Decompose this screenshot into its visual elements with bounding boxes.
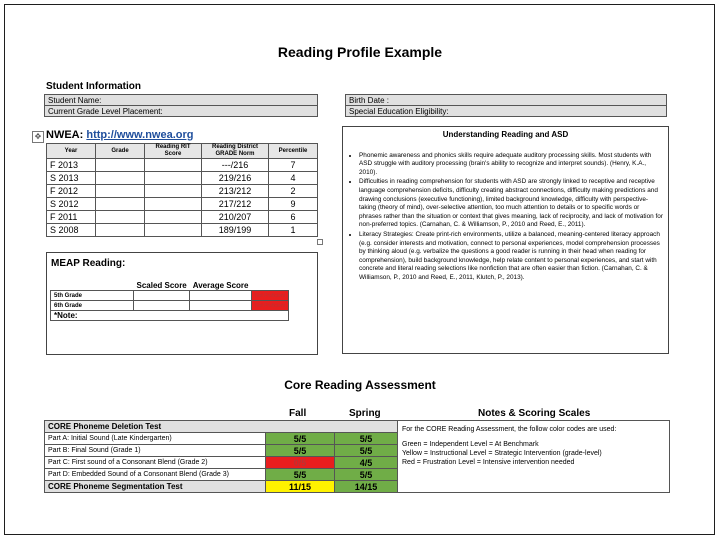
meap-header-average: Average Score (192, 281, 249, 290)
notes-yellow: Yellow = Instructional Level = Strategic Intervention (grade-level) (402, 450, 602, 457)
student-info-heading: Student Information (46, 81, 141, 92)
table-row (47, 185, 318, 198)
nwea-rit (145, 172, 202, 185)
nwea-grade (96, 211, 145, 224)
asd-info-box (342, 126, 669, 354)
nwea-rit (145, 185, 202, 198)
table-row (51, 311, 289, 321)
notes-green: Green = Independent Level = At Benchmark (402, 441, 539, 448)
table-row (51, 301, 289, 311)
core-col-notes: Notes & Scoring Scales (478, 408, 591, 419)
nwea-year: F 2012 (47, 185, 96, 198)
nwea-percentile: 4 (269, 172, 318, 185)
student-info-right-table (345, 94, 667, 117)
nwea-link[interactable]: http://www.nwea.org (86, 129, 194, 141)
nwea-percentile: 6 (269, 211, 318, 224)
meap-note: *Note: (51, 311, 289, 321)
core-segmentation-fall: 11/15 (266, 481, 335, 493)
nwea-year: S 2013 (47, 172, 96, 185)
nwea-rit (145, 198, 202, 211)
meap-grade-label: 6th Grade (51, 301, 134, 311)
nwea-norm: 213/212 (202, 185, 269, 198)
meap-grade-label: 5th Grade (51, 291, 134, 301)
asd-heading: Understanding Reading and ASD (442, 130, 569, 139)
core-spring-score: 4/5 (335, 457, 398, 469)
sped-eligibility-field[interactable]: Special Education Eligibility: (346, 106, 667, 117)
nwea-percentile: 1 (269, 224, 318, 237)
list-item: • Difficulties in reading comprehension for students with ASD are strongly linked to receptive and receptive language comprehension deficits, difficulty creating abstract connections, difficulty making predictions and drawing conclusions (executive functioning), limited background knowledge, difficulty with perspective-taking (theory of mind), over-selective attention, too much attention to details or to specific words or phrases rather than the situation or context that gives meaning, lack of reciprocity, and lack of motivation for non-preferred topics. (Carnahan, C. & Williamson, P., 2010 and Reed, E., 2011). (359, 178, 663, 230)
student-info-left-table (44, 94, 318, 117)
nwea-year: S 2008 (47, 224, 96, 237)
table-row (47, 198, 318, 211)
nwea-percentile: 2 (269, 185, 318, 198)
meap-status-badge: Not Proficient (251, 291, 288, 301)
nwea-percentile: 7 (269, 159, 318, 172)
grade-placement-field[interactable]: Current Grade Level Placement: (45, 106, 318, 117)
nwea-header-norm: Reading District GRADE Norm (202, 144, 269, 159)
nwea-rit (145, 159, 202, 172)
core-col-spring: Spring (349, 408, 381, 419)
meap-status-badge: Not Proficient (251, 301, 288, 311)
table-row (47, 224, 318, 237)
table-row (47, 211, 318, 224)
nwea-year: F 2013 (47, 159, 96, 172)
nwea-heading (46, 129, 194, 141)
core-table (44, 420, 670, 493)
core-notes-cell (398, 421, 670, 493)
core-fall-score: 0/5 (266, 457, 335, 469)
core-fall-score: 5/5 (266, 433, 335, 445)
core-part-label: Part B: Final Sound (Grade 1) (45, 445, 266, 457)
nwea-norm: 219/216 (202, 172, 269, 185)
nwea-table (46, 143, 318, 237)
core-col-fall: Fall (289, 408, 307, 419)
asd-bullet-list (348, 152, 663, 283)
nwea-grade (96, 198, 145, 211)
list-item: • Phonemic awareness and phonics skills require adequate auditory processing skills. Most students with ASD struggle with auditory processing (brain's ability to recognize and interpret sounds). (Henry, K.A., 2010). (359, 152, 663, 178)
table-resize-handle[interactable] (317, 239, 323, 245)
nwea-header-percentile: Percentile (269, 144, 318, 159)
table-row (47, 172, 318, 185)
nwea-grade (96, 185, 145, 198)
birth-date-field[interactable]: Birth Date : (346, 95, 667, 106)
core-segmentation-spring: 14/15 (335, 481, 398, 493)
nwea-grade (96, 159, 145, 172)
core-part-label: Part D: Embedded Sound of a Consonant Blend (Grade 3) (45, 469, 266, 481)
core-segmentation-label: CORE Phoneme Segmentation Test (45, 481, 266, 493)
core-fall-score: 5/5 (266, 445, 335, 457)
meap-table (50, 279, 289, 321)
nwea-label: NWEA: (46, 129, 84, 141)
table-row (47, 159, 318, 172)
core-fall-score: 5/5 (266, 469, 335, 481)
core-spring-score: 5/5 (335, 433, 398, 445)
nwea-norm: 210/207 (202, 211, 269, 224)
table-row (51, 291, 289, 301)
nwea-percentile: 9 (269, 198, 318, 211)
page-title: Reading Profile Example (277, 44, 443, 60)
nwea-header-grade: Grade (96, 144, 145, 159)
nwea-year: S 2012 (47, 198, 96, 211)
nwea-header-rit: Reading RIT Score (145, 144, 202, 159)
notes-intro: For the CORE Reading Assessment, the follow color codes are used: (402, 426, 617, 433)
meap-heading: MEAP Reading: (51, 258, 126, 269)
nwea-rit (145, 224, 202, 237)
core-subheading: CORE Phoneme Deletion Test (45, 421, 398, 433)
nwea-year: F 2011 (47, 211, 96, 224)
meap-header-scaled: Scaled Score (136, 281, 187, 290)
core-spring-score: 5/5 (335, 469, 398, 481)
student-name-field[interactable]: Student Name: (45, 95, 318, 106)
notes-red: Red = Frustration Level = Intensive intervention needed (402, 459, 575, 466)
move-handle-icon[interactable]: ✥ (32, 131, 44, 143)
core-part-label: Part A: Initial Sound (Late Kindergarten) (45, 433, 266, 445)
nwea-norm: 217/212 (202, 198, 269, 211)
list-item: • Literacy Strategies: Create print-rich environments, utilize a balanced, meaning-centered literacy approach (e.g. consider interests and motivation, connect to personal experiences, model comprehension processes by thinking aloud (e.g. verbalize the questions a good reader is running in their head when reading for comprehension), build background knowledge, help relate content to personal experiences, and start with concrete and literal reading selections like nonfiction that are often easier than fiction. (Carnahan, C. & Williamson, P., 2010 and Reed, E., 2011, Klutch, P., 2013). (359, 231, 663, 283)
nwea-rit (145, 211, 202, 224)
meap-box (46, 252, 318, 355)
core-heading: Core Reading Assessment (284, 378, 436, 392)
core-part-label: Part C: First sound of a Consonant Blend (Grade 2) (45, 457, 266, 469)
nwea-norm: ---/216 (202, 159, 269, 172)
nwea-grade (96, 224, 145, 237)
nwea-header-year: Year (47, 144, 96, 159)
nwea-norm: 189/199 (202, 224, 269, 237)
nwea-grade (96, 172, 145, 185)
core-spring-score: 5/5 (335, 445, 398, 457)
